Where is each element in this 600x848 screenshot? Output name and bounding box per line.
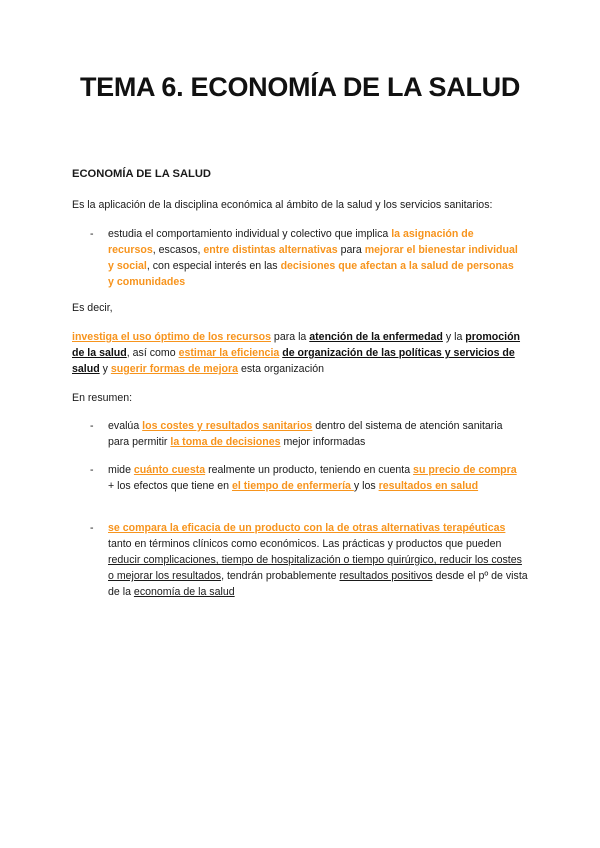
highlight-text: su precio de compra: [413, 464, 517, 476]
intro-paragraph: Es la aplicación de la disciplina económica al ámbito de la salud y los servicios sanitarios:: [72, 199, 493, 211]
bullet-item-3: [108, 462, 518, 494]
text-run: + los efectos que tiene en: [108, 480, 232, 492]
text-run: para la: [270, 331, 310, 343]
bullet-dash: -: [90, 522, 94, 534]
bullet-dash: -: [90, 228, 94, 240]
underlined-text: resultados positivos: [339, 570, 433, 582]
text-run: y: [99, 363, 111, 375]
bold-underlined-text: de organización de las políticas y servicios de salud: [72, 347, 515, 375]
highlight-text: estimar la eficiencia: [178, 347, 280, 359]
underlined-text: reducir complicaciones, tiempo de hospitalización o tiempo quirúrgico, reducir los costes o mejorar los resultados: [108, 554, 522, 582]
highlight-text: la asignación de recursos: [108, 228, 474, 256]
en-resumen-label: En resumen:: [72, 392, 133, 404]
text-run: desde el pº de vista de la: [108, 570, 528, 598]
highlight-text: cuánto cuesta: [133, 464, 206, 476]
text-run: evalúa: [108, 420, 143, 432]
highlight-text: se compara la eficacia de un producto con la de otras alternativas terapéuticas: [108, 522, 506, 534]
definition-paragraph: [72, 329, 532, 377]
highlight-text: entre distintas alternativas: [203, 244, 338, 256]
bullet-item-4: [108, 520, 528, 600]
text-run: esta organización: [238, 363, 325, 375]
bullet-item-2: [108, 418, 518, 450]
text-run: dentro del sistema de atención sanitaria para permitir: [108, 420, 503, 448]
bullet-item-1: [108, 226, 518, 290]
highlight-text: mejorar el bienestar individual y social: [108, 244, 518, 272]
bold-underlined-text: atención de la enfermedad: [309, 331, 443, 343]
bullet-dash: -: [90, 420, 94, 432]
highlight-text: decisiones que afectan a la salud de personas y comunidades: [108, 260, 514, 288]
text-run: y la: [442, 331, 466, 343]
text-run: mide: [108, 464, 134, 476]
text-run: realmente un producto, teniendo en cuenta: [205, 464, 414, 476]
bold-underlined-text: promoción de la salud: [72, 331, 521, 359]
highlight-text: el tiempo de enfermería: [231, 480, 354, 492]
text-run: , tendrán probablemente: [221, 570, 340, 582]
text-run: tanto en términos clínicos como económicos. Las prácticas y productos que pueden: [108, 538, 502, 550]
highlight-text: resultados en salud: [378, 480, 479, 492]
text-run: , así como: [126, 347, 179, 359]
section-heading: ECONOMÍA DE LA SALUD: [72, 168, 212, 180]
underlined-text: economía de la salud: [133, 586, 235, 598]
highlight-text: la toma de decisiones: [170, 436, 281, 448]
highlight-text: sugerir formas de mejora: [110, 363, 239, 375]
page-title: TEMA 6. ECONOMÍA DE LA SALUD: [79, 72, 521, 102]
text-run: y los: [353, 480, 379, 492]
highlight-text: investiga el uso óptimo de los recursos: [72, 331, 271, 343]
text-run: mejor informadas: [280, 436, 366, 448]
highlight-text: los costes y resultados sanitarios: [142, 420, 313, 432]
text-run: , con especial interés en las: [146, 260, 281, 272]
text-run: para: [337, 244, 365, 256]
text-run: estudia el comportamiento individual y colectivo que implica: [108, 228, 392, 240]
es-decir-label: Es decir,: [72, 302, 113, 314]
text-run: , escasos,: [152, 244, 204, 256]
bullet-dash: -: [90, 464, 94, 476]
